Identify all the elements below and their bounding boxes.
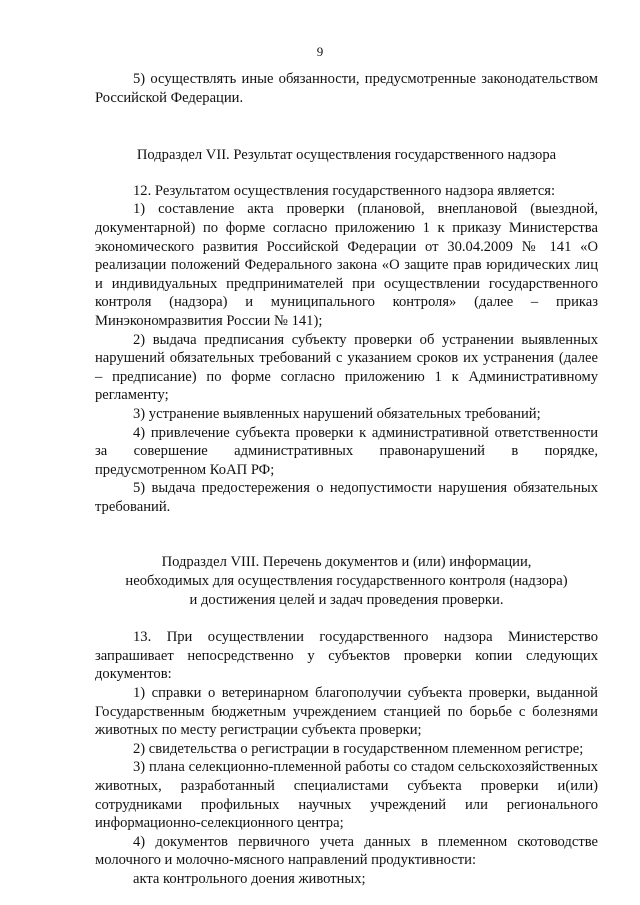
section-7-paragraph: 4) привлечение субъекта проверки к административной ответственности за совершение административных правонарушений в порядке, предусмотренном КоАП РФ;: [95, 424, 598, 478]
spacer: [95, 165, 598, 182]
section-7-heading: Подраздел VII. Результат осуществления государственного надзора: [136, 147, 557, 164]
spacer: [95, 516, 598, 553]
spacer: [95, 107, 598, 146]
section-8-paragraph: акта контрольного доения животных;: [133, 870, 366, 887]
section-8-paragraph: 3) плана селекционно-племенной работы со стадом сельскохозяйственных животных, разработанный специалистами субъекта проверки и(или) сотрудниками профильных научных учреждений или регионального информационно-селекционного центра;: [95, 759, 598, 832]
section-8-heading-line: Подраздел VIII. Перечень документов и (или) информации,: [161, 554, 532, 571]
section-7-paragraph: 12. Результатом осуществления государственного надзора является:: [133, 182, 556, 199]
section-8-paragraph: 4) документов первичного учета данных в племенном скотоводстве молочного и молочно-мясного направлений продуктивности:: [95, 833, 598, 869]
section-7-paragraph: 1) составление акта проверки (плановой, внеплановой (выездной, документарной) по форме согласно приложению 1 к приказу Министерства экономического развития Российской Федерации от 30.04.2009 № 141 «О реализации положений Федерального закона «О защите прав юридических лиц и индивидуальных предпринимателей при осуществлении государственного контроля (надзора) и муниципального контроля» (далее – приказ Минэкономразвития России № 141);: [95, 201, 598, 329]
section-7-paragraph: 2) выдача предписания субъекту проверки об устранении выявленных нарушений обязательных требований с указанием сроков их устранения (далее – предписание) по форме согласно приложению 1 к Административному регламенту;: [95, 331, 598, 404]
section-8-paragraph: 13. При осуществлении государственного надзора Министерство запрашивает непосредственно у субъектов проверки копии следующих документов:: [95, 629, 598, 683]
intro-paragraph: 5) осуществлять иные обязанности, предусмотренные законодательством Российской Федерации.: [95, 71, 598, 106]
page-number: 9: [316, 44, 324, 59]
spacer: [95, 609, 598, 628]
section-8-paragraph: 2) свидетельства о регистрации в государственном племенном регистре;: [133, 740, 584, 757]
section-7-paragraph: 5) выдача предостережения о недопустимости нарушения обязательных требований.: [95, 480, 598, 515]
document-body: [95, 70, 598, 889]
section-8-heading-line: необходимых для осуществления государственного контроля (надзора): [125, 573, 568, 590]
section-8-heading-line: и достижения целей и задач проведения проверки.: [189, 591, 504, 608]
section-8-paragraph: 1) справки о ветеринарном благополучии субъекта проверки, выданной Государственным бюджетным учреждением станцией по борьбе с болезнями животных по месту регистрации субъекта проверки;: [95, 685, 598, 739]
section-7-paragraph: 3) устранение выявленных нарушений обязательных требований;: [133, 405, 541, 422]
